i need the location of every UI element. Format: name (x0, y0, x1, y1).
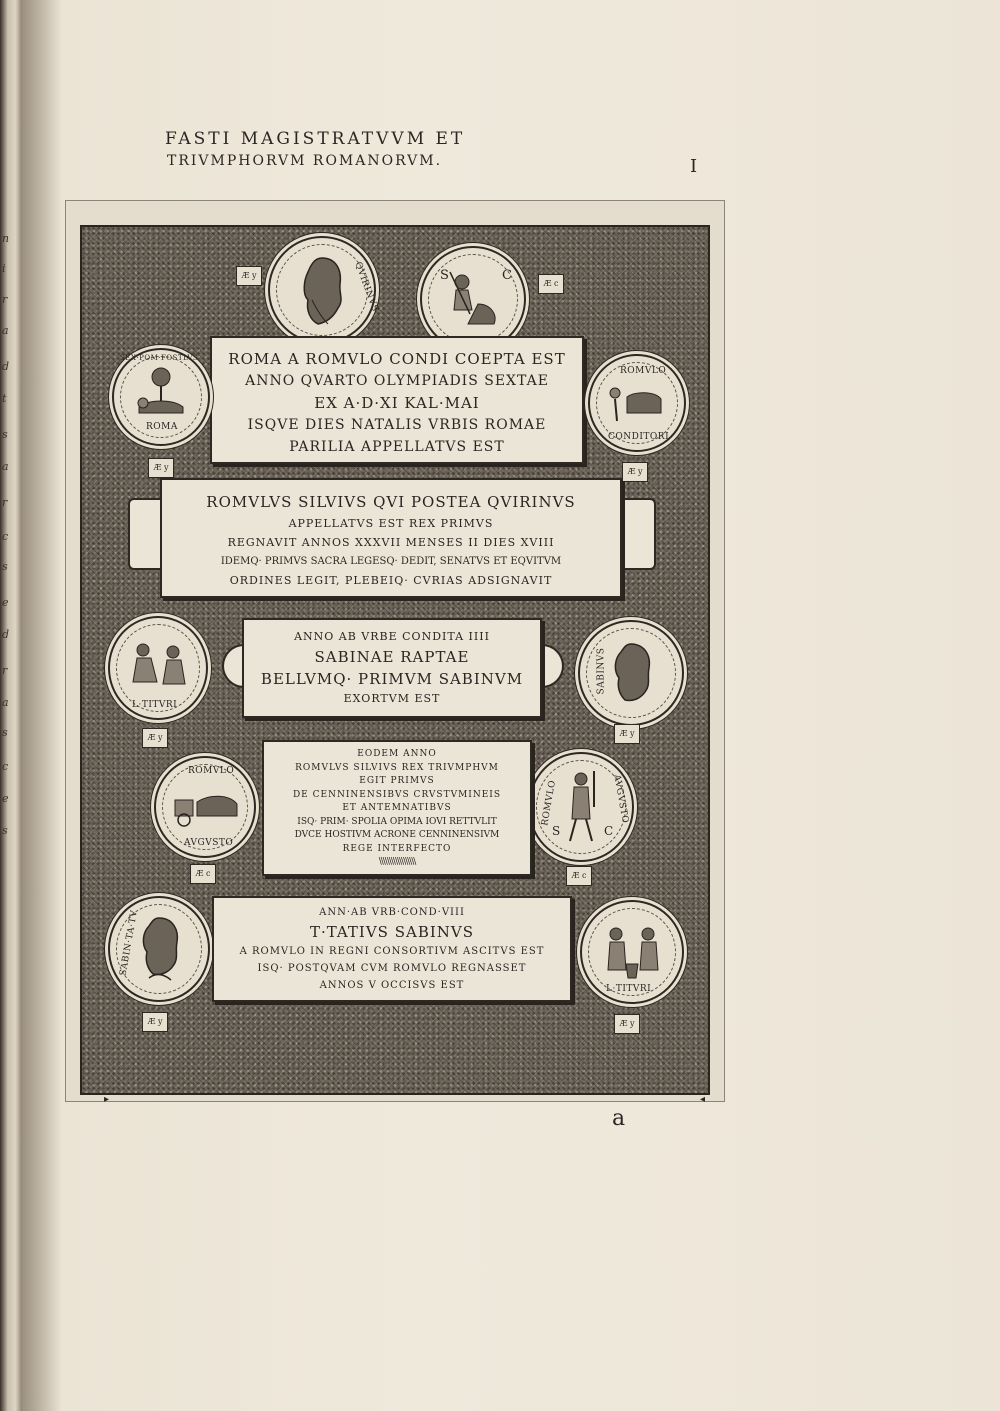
trim-mark: ◂ (700, 1094, 706, 1105)
coin-tituri-rape-of-sabines (108, 616, 208, 720)
tarpeia-figures-icon (600, 920, 664, 984)
coin-sabinus-head (578, 620, 684, 726)
inscription-tablet-founding (210, 336, 584, 464)
left-page-fragment: d (2, 628, 10, 641)
coin-legend: ROMVLO (540, 779, 559, 827)
left-page-fragment: s (2, 824, 8, 837)
inscription-line: EODEM ANNO (357, 749, 437, 759)
inscription-line: DE CENNINENSIBVS CRVSTVMINEIS (292, 789, 502, 800)
coin-legend: SABINVS (596, 647, 607, 695)
metal-mark: Æ c (566, 866, 592, 886)
inscription-line: ROMVLVS SILVIVS QVI POSTEA QVIRINVS (206, 493, 576, 511)
coin-legend: QVIRINVS (352, 260, 380, 314)
left-page-fragment: e (2, 792, 9, 805)
inscription-line: PARILIA APPELLATVS EST (289, 439, 505, 455)
inscription-line: SABINAE RAPTAE (314, 648, 470, 666)
left-page-fragment: d (2, 360, 10, 373)
metal-mark: Æ y (622, 462, 648, 482)
coin-legend: ROMVLO (620, 366, 667, 376)
trim-mark: ▸ (104, 1094, 110, 1105)
inscription-line: APPELLATVS EST REX PRIMVS (288, 517, 494, 530)
coin-legend: AVGVSTO (184, 838, 234, 848)
left-page-fragment: a (2, 696, 9, 709)
coin-legend: SABIN·TA·TV (118, 909, 140, 977)
coin-quirinus (268, 236, 380, 344)
inscription-line: ROMVLVS SILVIVS REX TRIVMPHVM (295, 762, 499, 773)
left-page-fragment: n (2, 232, 10, 245)
inscription-line: IDEMQ· PRIMVS SACRA LEGESQ· DEDIT, SENATVS ET EQVITVM (220, 556, 562, 567)
metal-mark: Æ y (236, 266, 262, 286)
inscription-line: ANNO AB VRBE CONDITA IIII (294, 630, 490, 643)
running-head-line-2: TRIVMPHORVM ROMANORVM. (167, 153, 443, 169)
left-page-fragment: r (2, 496, 8, 509)
inscription-tablet-tatius (212, 896, 572, 1002)
inscription-line: ET ANTEMNATIBVS (342, 803, 452, 813)
inscription-line: BELLVMQ· PRIMVM SABINVM (260, 670, 524, 688)
inscription-line: ANNO QVARTO OLYMPIADIS SEXTAE (245, 373, 549, 389)
left-page-fragment: c (2, 530, 9, 543)
folio-number: I (690, 156, 698, 177)
running-head-line-1: FASTI MAGISTRATVVM ET (165, 129, 466, 149)
inscription-line: ISQVE DIES NATALIS VRBIS ROMAE (247, 417, 547, 433)
signature-mark: a (612, 1106, 626, 1131)
inscription-line: T·TATIVS SABINVS (309, 923, 475, 941)
coin-legend: C (502, 268, 513, 283)
coin-romulo-augusto-quadriga (154, 756, 256, 858)
tablet-handle-right (620, 498, 656, 570)
she-wolf-icon (129, 367, 193, 427)
inscription-line: ANNOS V OCCISVS EST (319, 980, 465, 991)
left-page-fragment: c (2, 760, 9, 773)
fighting-figures-icon (123, 638, 193, 698)
inscription-line: REGNAVIT ANNOS XXXVII MENSES II DIES XVIII (227, 536, 555, 549)
left-page-fragment: e (2, 596, 9, 609)
metal-mark: Æ y (614, 1014, 640, 1034)
bearded-head-icon (292, 250, 352, 330)
inscription-line: ORDINES LEGIT, PLEBEIQ· CVRIAS ADSIGNAVIT (229, 574, 553, 587)
bearded-head-icon (601, 638, 661, 708)
gutter-shadow (22, 0, 62, 1411)
inscription-line: EGIT PRIMVS (359, 776, 435, 786)
left-page-fragment: a (2, 460, 9, 473)
left-page-fragment: i (2, 262, 6, 275)
left-page-fragment: s (2, 726, 8, 739)
coin-legend: AVGVSTO (611, 773, 630, 825)
inscription-line: \\\\\\\\\\\\\\\\\\ (378, 857, 416, 867)
inscription-tablet-romulus (160, 478, 622, 598)
left-page-fragment: a (2, 324, 9, 337)
left-page-fragment: s (2, 428, 8, 441)
ploughing-oxen-icon (605, 375, 669, 431)
left-page-fragment: t (2, 392, 7, 405)
coin-legend: SEX·POM·FOSTLVS (120, 354, 199, 362)
inscription-line: EXORTVM EST (343, 692, 441, 705)
left-page-fragment: r (2, 293, 8, 306)
inscription-tablet-triumph (262, 740, 532, 876)
inscription-line: ANN·AB VRB·COND·VIII (319, 907, 465, 918)
coin-legend: CONDITORI (608, 432, 670, 442)
tablet-handle-left (128, 498, 164, 570)
coin-legend: S (552, 824, 561, 838)
inscription-line: A ROMVLO IN REGNI CONSORTIVM ASCITVS EST (239, 946, 545, 957)
inscription-line: ROMA A ROMVLO CONDI COEPTA EST (228, 350, 566, 368)
coin-wolf-twins (112, 348, 210, 446)
inscription-tablet-sabines (242, 618, 542, 718)
coin-legend: C (604, 824, 614, 838)
left-page-fragment: r (2, 664, 8, 677)
coin-legend: L·TITVRI (132, 700, 178, 710)
metal-mark: Æ y (614, 724, 640, 744)
inscription-line: DVCE HOSTIVM ACRONE CENNINENSIVM (294, 830, 500, 840)
metal-mark: Æ y (148, 458, 174, 478)
coin-romulo-augusto-trophy (528, 752, 634, 862)
inscription-line: ISQ· POSTQVAM CVM ROMVLO REGNASSET (257, 963, 527, 974)
warrior-with-trophy-icon (556, 767, 606, 847)
coin-legend: ROMA (146, 422, 178, 432)
coin-legend: ROMVLO (188, 766, 235, 776)
coin-romulo-conditori (588, 354, 686, 452)
left-page-fragment: s (2, 560, 8, 573)
inscription-line: REGE INTERFECTO (342, 843, 452, 854)
inscription-line: ISQ· PRIM· SPOLIA OPIMA IOVI RETTVLIT (297, 816, 497, 827)
coin-legend: L·TITVRI (606, 984, 652, 994)
coin-legend: S (440, 268, 450, 283)
coin-tituri-tarpeia (580, 900, 684, 1004)
left-page-edge (0, 0, 22, 1411)
coin-sabin-tatius (108, 896, 210, 1002)
metal-mark: Æ c (538, 274, 564, 294)
bearded-head-icon (129, 912, 189, 986)
metal-mark: Æ y (142, 1012, 168, 1032)
inscription-line: EX A·D·XI KAL·MAI (314, 394, 480, 412)
metal-mark: Æ c (190, 864, 216, 884)
chariot-icon (169, 782, 241, 832)
metal-mark: Æ y (142, 728, 168, 748)
